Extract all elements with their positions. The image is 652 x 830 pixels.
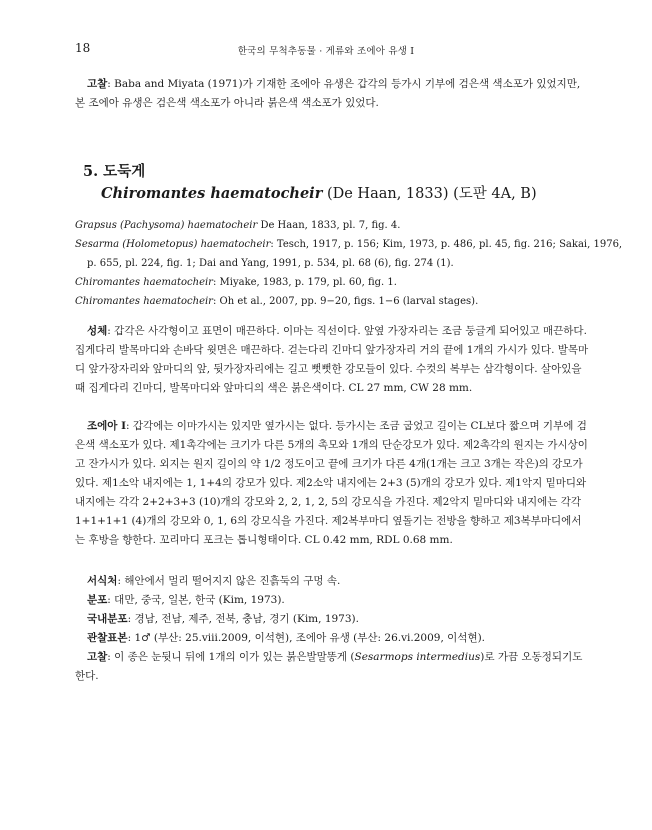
remarks-scientific-name: Sesarmops intermedius [354, 651, 481, 663]
remarks-text-end: )로 가끔 오동정되기도 한다. [75, 651, 583, 682]
synonym-name: Sesarma (Holometopus) haematocheir [75, 239, 271, 250]
synonym-name: Chiromantes haematocheir [75, 277, 213, 288]
running-header: 한국의 무척추동물 · 게류와 조에아 유생 I [237, 46, 415, 57]
zoea-description [75, 417, 589, 550]
page-number: 18 [75, 41, 91, 55]
species-info-block [75, 572, 589, 686]
plate-reference: (도판 4A, B) [453, 186, 537, 202]
korean-distribution-text: : 경남, 전남, 제주, 전북, 충남, 경기 (Kim, 1973). [127, 613, 359, 625]
synonym-entry [75, 292, 595, 311]
distribution-line [75, 591, 589, 610]
species-scientific-name: Chiromantes haematocheir [101, 185, 323, 202]
zoea-text: : 갑각에는 이마가시는 있지만 옆가시는 없다. 등가시는 조금 굽었고 길이는 CL보다 짧으며 기부에 검은색 색소포가 있다. 제1촉각에는 크기가 다른 5개의 촉모와 1개의 단순강모가 있다. 제2촉각의 원지는 가시상이고 잔가시가 있다. 외지는 원지 길이의 약 1/2 정도이고 끝에 크기가 다른 4개(1개는 크고 3개는 작은)의 강모가 있다. 제1소악 내지에는 1, 1+4의 강모가 있다. 제2소악 내지에는 2+3 (5)개의 강모가 있다. 제1악지 밑마디와 내지에는 각각 2+2+3+3 (10)개의 강모와 2, 2, 1, 2, 5의 강모식을 가진다. 제2악지 밑마디와 내지에는 각각 1+1+1+1 (4)개의 강모와 0, 1, 6의 강모식을 가진다. 제2복부마디 옆돌기는 전방을 향하고 제3복부마디에서는 후방을 향한다. 꼬리마디 포크는 톱니형태이다. CL 0.42 mm, RDL 0.68 mm. [75, 420, 588, 546]
zoea-label: 조에아 I [87, 420, 126, 432]
synonym-reference: : Oh et al., 2007, pp. 9−20, figs. 1−6 (larval stages). [212, 296, 479, 307]
habitat-line [75, 572, 589, 591]
habitat-label: 서식처 [87, 575, 118, 587]
synonym-reference: : Tesch, 1917, p. 156; Kim, 1973, p. 486, pl. 45, fig. 216; Sakai, 1976, [270, 239, 623, 250]
synonym-entry [75, 235, 623, 254]
specimens-text: : 1♂ (부산: 25.viii.2009, 이석현), 조에아 유생 (부산: 26.vi.2009, 이석현). [127, 632, 486, 644]
synonym-name: Grapsus (Pachysoma) haematocheir [75, 220, 258, 231]
section-heading: 5. 도둑게 [83, 163, 146, 180]
korean-distribution-label: 국내분포 [87, 613, 128, 625]
remarks-label: 고찰 [87, 651, 108, 663]
synonym-continuation: p. 655, pl. 224, fig. 1; Dai and Yang, 1991, p. 534, pl. 68 (6), fig. 274 (1). [87, 258, 454, 269]
remarks-text: : 이 종은 눈뒷니 뒤에 1개의 이가 있는 붉은발말똥게 ( [107, 651, 355, 663]
synonym-entry [75, 216, 595, 235]
korean-distribution-line [75, 610, 589, 629]
synonymy-list [75, 216, 623, 311]
species-name [101, 182, 537, 203]
distribution-text: : 대만, 중국, 일본, 한국 (Kim, 1973). [107, 594, 285, 606]
specimens-label: 관찰표본 [87, 632, 128, 644]
remarks-line [75, 648, 589, 686]
adult-text: : 갑각은 사각형이고 표면이 매끈하다. 이마는 직선이다. 앞옆 가장자리는 조금 둥글게 되어있고 매끈하다. 집게다리 발목마디와 손바닥 윗면은 매끈하다. 걷는다리 긴마디 앞가장자리 거의 끝에 1개의 가시가 있다. 발목마디 앞가장자리와 앞마디의 앞, 뒷가장자리에는 길고 뻣뻣한 강모들이 있다. 수컷의 복부는 삼각형이다. 살아있을 때 집게다리 긴마디, 발목마디와 앞마디의 색은 붉은색이다. CL 27 mm, CW 28 mm. [75, 325, 589, 394]
specimens-line [75, 629, 589, 648]
distribution-label: 분포 [87, 594, 108, 606]
synonym-entry [75, 273, 595, 292]
synonym-reference: : Miyake, 1983, p. 179, pl. 60, fig. 1. [212, 277, 397, 288]
adult-label: 성체 [87, 325, 108, 337]
habitat-text: : 해안에서 멀리 떨어지지 않은 진흙둑의 구멍 속. [117, 575, 341, 587]
species-author: (De Haan, 1833) [326, 186, 449, 202]
adult-description [75, 322, 589, 398]
synonym-reference: De Haan, 1833, pl. 7, fig. 4. [257, 220, 401, 231]
remarks-paragraph [75, 75, 589, 113]
synonym-name: Chiromantes haematocheir [75, 296, 213, 307]
remarks-label: 고찰 [87, 78, 108, 90]
remarks-text: : Baba and Miyata (1971)가 기재한 조에아 유생은 갑각의 등가시 기부에 검은색 색소포가 있었지만, 본 조에아 유생은 검은색 색소포가 아니라 붉은색 색소포가 있었다. [75, 78, 581, 109]
